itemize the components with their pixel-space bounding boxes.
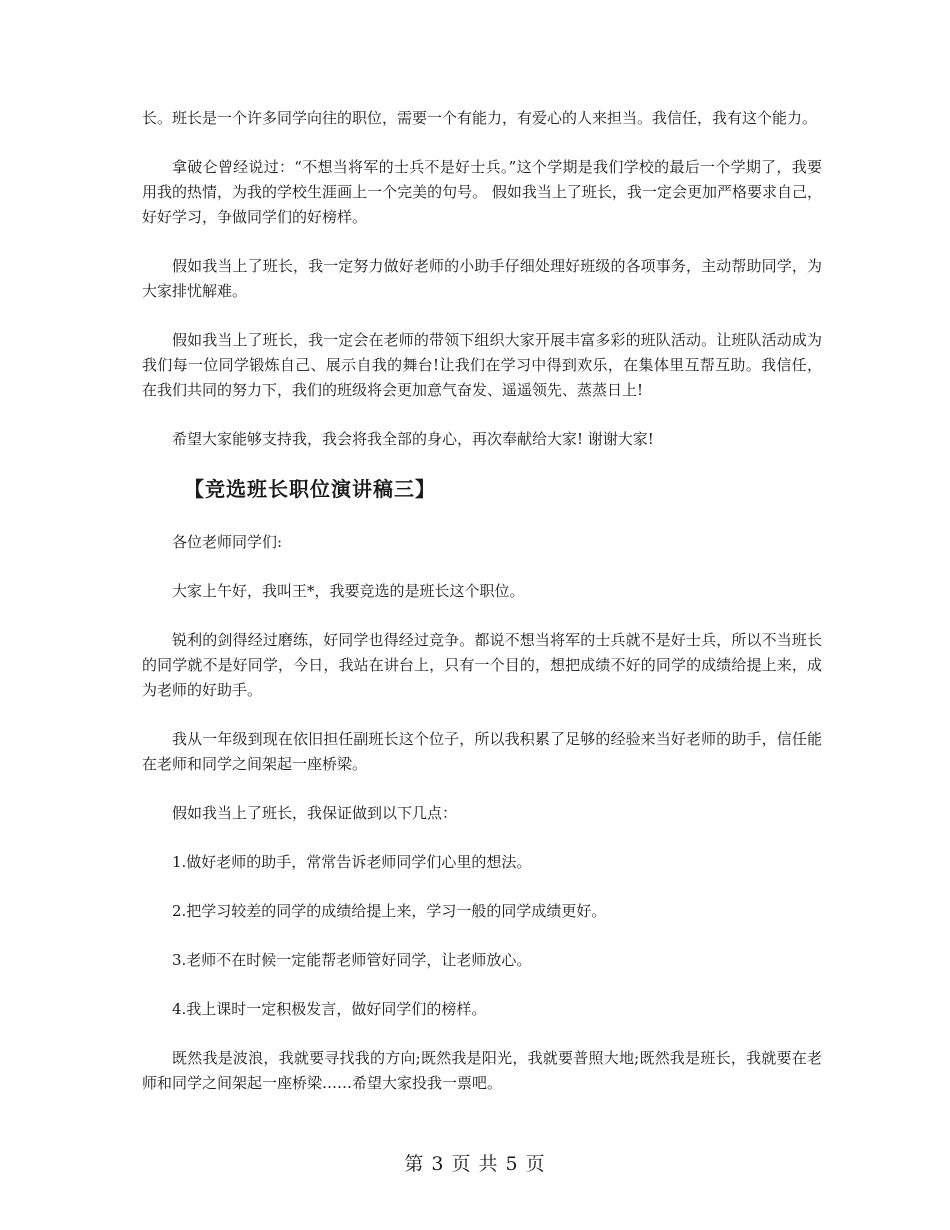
list-item: 4.我上课时一定积极发言，做好同学们的榜样。 (172, 1000, 487, 1018)
list-item: 3.老师不在时候一定能帮老师管好同学，让老师放心。 (172, 951, 532, 969)
paragraph-napoleon-quote: 拿破仑曾经说过：“不想当将军的士兵不是好士兵。”这个学期是我们学校的最后一个学期了，我要用我的热情，为我的学校生涯画上一个完美的句号。 假如我当上了班长，我一定会更加严格要求自己，好好学习，争做同学们的好榜样。 (142, 158, 822, 226)
speech-paragraph-competition: 锐利的剑得经过磨练，好同学也得经过竞争。都说不想当将军的士兵就不是好士兵，所以不当班长的同学就不是好同学，今日，我站在讲台上，只有一个目的，想把成绩不好的同学的成绩给提上来，成为老师的好助手。 (142, 631, 822, 699)
page-content (142, 106, 822, 1096)
paragraph-continuation: 长。班长是一个许多同学向往的职位，需要一个有能力，有爱心的人来担当。我信任，我有这个能力。 (142, 109, 818, 127)
list-item: 1.做好老师的助手，常常告诉老师同学们心里的想法。 (172, 853, 532, 871)
speech-intro: 大家上午好，我叫王*，我要竞选的是班长这个职位。 (172, 582, 525, 600)
paragraph-thanks: 希望大家能够支持我，我会将我全部的身心，再次奉献给大家! 谢谢大家! (172, 430, 654, 448)
page-number-footer: 第 3 页 共 5 页 (404, 1153, 546, 1175)
speech-paragraph-promises: 假如我当上了班长，我保证做到以下几点： (172, 804, 458, 822)
paragraph-activities: 假如我当上了班长，我一定会在老师的带领下组织大家开展丰富多彩的班队活动。让班队活动成为我们每一位同学锻炼自己、展示自我的舞台!让我们在学习中得到欢乐，在集体里互帮互助。我信任，在我们共同的努力下，我们的班级将会更加意气奋发、遥遥领先、蒸蒸日上! (142, 331, 822, 399)
paragraph-helper: 假如我当上了班长，我一定努力做好老师的小助手仔细处理好班级的各项事务，主动帮助同学，为大家排忧解难。 (142, 257, 822, 300)
list-item: 2.把学习较差的同学的成绩给提上来，学习一般的同学成绩更好。 (172, 902, 607, 920)
speech-closing: 既然我是波浪，我就要寻找我的方向;既然我是阳光，我就要普照大地;既然我是班长，我就要在老师和同学之间架起一座桥梁……希望大家投我一票吧。 (142, 1049, 822, 1092)
section-heading: 【竞选班长职位演讲稿三】 (184, 477, 436, 501)
speech-paragraph-experience: 我从一年级到现在依旧担任副班长这个位子，所以我积累了足够的经验来当好老师的助手，信任能在老师和同学之间架起一座桥梁。 (142, 730, 822, 773)
speech-greeting: 各位老师同学们: (172, 533, 283, 551)
